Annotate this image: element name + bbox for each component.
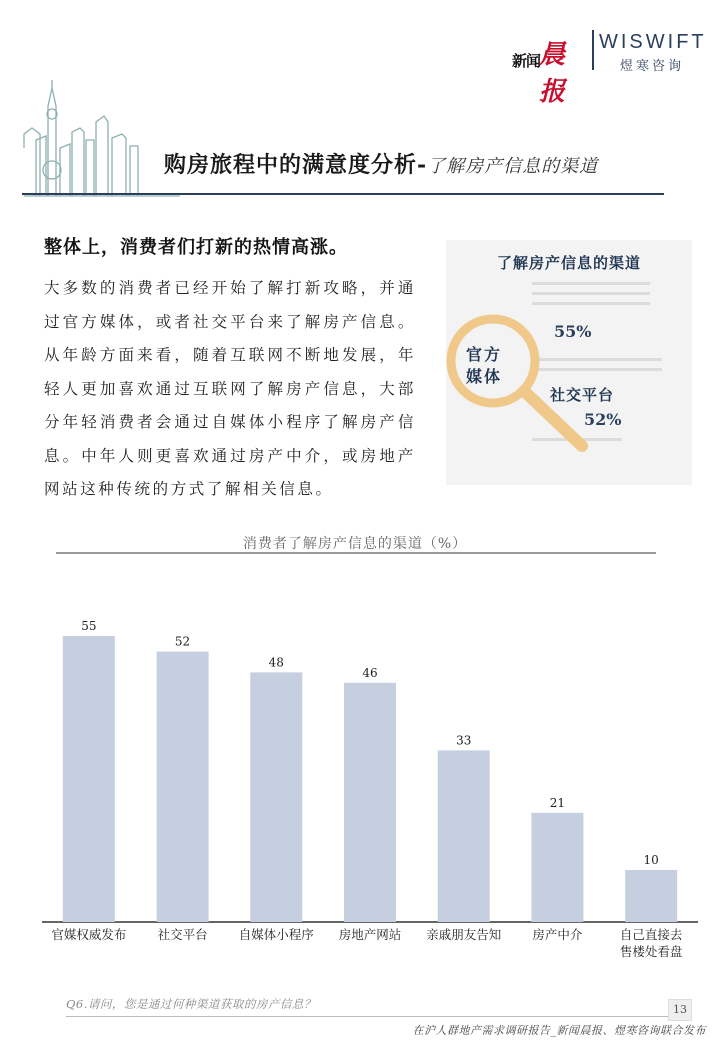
bar-2: [157, 652, 209, 922]
social-label: 社交平台: [550, 386, 615, 404]
city-skyline-icon: [22, 78, 182, 198]
survey-question: Q6.请问，您是通过何种渠道获取的房产信息？: [66, 997, 316, 1011]
title-divider: [22, 193, 664, 195]
page-title-main: 购房旅程中的满意度分析-: [164, 152, 428, 178]
infographic-title: 了解房产信息的渠道: [496, 254, 641, 272]
bar-3: [250, 672, 302, 922]
page-title: [164, 148, 598, 179]
bar-5: [438, 750, 490, 922]
logo-xwcb-right-text: 晨报: [539, 40, 566, 107]
category-label: 官媒权威发布: [51, 927, 127, 942]
page-number: 13: [668, 999, 692, 1021]
category-label: 房产中介: [532, 927, 583, 942]
bar-value-label: 10: [643, 853, 659, 867]
footer-divider: [66, 1016, 692, 1017]
bar-value-label: 21: [549, 795, 566, 810]
category-label: 自己直接去: [619, 927, 683, 942]
channel-infographic: [446, 240, 692, 485]
lens-label: 官方媒体: [466, 345, 503, 386]
section-body: 大多数的消费者已经开始了解打新攻略，并通过官方媒体，或者社交平台来了解房产信息。从年龄方面来看，随着互联网不断地发展，年轻人更加喜欢通过互联网了解房产信息，大部分年轻消费者会通过自媒体小程序了解房产信息。中年人则更喜欢通过房产中介，或房地产网站这种传统的方式了解相关信息。: [44, 279, 416, 498]
page-title-sub: 了解房产信息的渠道: [427, 156, 599, 177]
bar-4: [344, 683, 396, 922]
bar-1: [63, 636, 115, 922]
bar-value-label: 46: [362, 665, 378, 680]
wiswift-logo-cn: 煜寒咨询: [620, 59, 685, 74]
chart-title: 消费者了解房产信息的渠道（%）: [242, 536, 468, 552]
pct-official: 55%: [554, 322, 592, 341]
pct-social: 52%: [584, 410, 622, 429]
bar-value-label: 55: [81, 619, 97, 633]
xinwen-chenbao-logo: [512, 34, 584, 107]
category-label: 亲戚朋友告知: [426, 927, 502, 942]
category-label: 房地产网站: [338, 927, 402, 942]
category-label: 售楼处看盘: [619, 944, 683, 959]
category-label: 自媒体小程序: [238, 927, 314, 942]
logo-xwcb-left-text: 新闻: [512, 52, 541, 70]
section-lead: 整体上，消费者们打新的热情高涨。: [44, 237, 348, 258]
bar-value-label: 33: [456, 733, 472, 748]
bar-value-label: 52: [174, 634, 191, 649]
category-label: 社交平台: [157, 927, 208, 942]
bar-7: [625, 870, 677, 922]
bar-chart: [0, 550, 720, 970]
footer-source: 在沪人群地产需求调研报告_新闻晨报、煜寒咨询联合发布: [412, 1024, 706, 1037]
logo-divider: [592, 30, 594, 70]
bar-value-label: 48: [268, 655, 284, 670]
wiswift-logo: WISWIFT: [599, 31, 707, 53]
bar-6: [531, 813, 583, 922]
